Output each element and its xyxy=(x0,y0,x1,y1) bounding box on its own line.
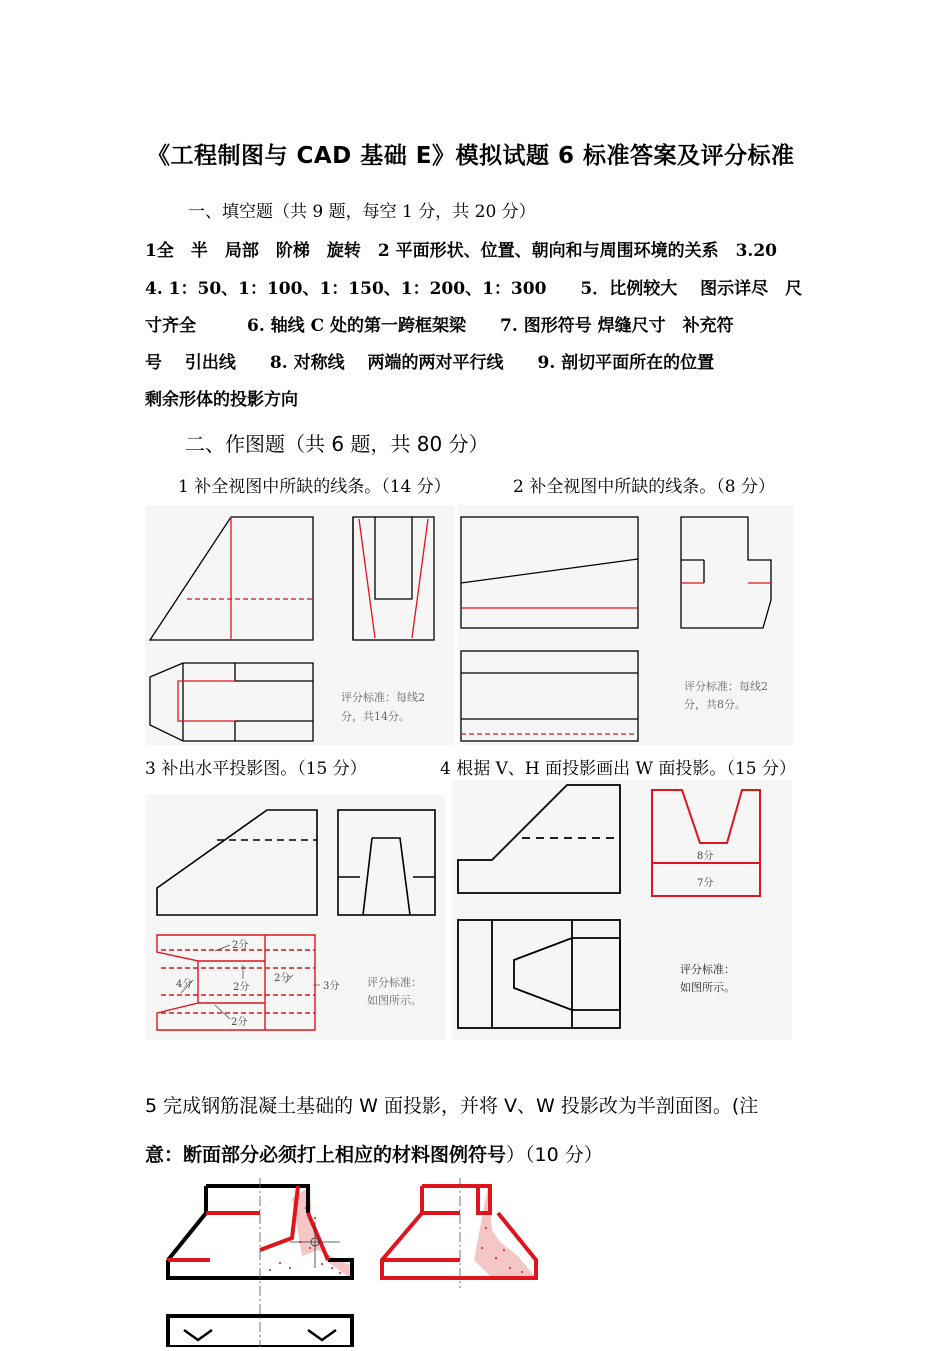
question-5-line2 xyxy=(145,1140,603,1167)
section1-line-3: 寸齐全 6. 轴线 C 处的第一跨框架梁 7. 图形符号 焊缝尺寸 补充符 xyxy=(145,316,734,336)
figure-q2 xyxy=(458,505,793,745)
figure-q1 xyxy=(145,505,455,745)
fig4-label-2: 7分 xyxy=(697,878,714,889)
fig2-note-line1: 评分标准：每线2 xyxy=(684,680,768,693)
question-5-line1: 5 完成钢筋混凝土基础的 W 面投影，并将 V、W 投影改为半剖面图。(注 xyxy=(145,1095,759,1117)
fig3-label-6: 2分 xyxy=(231,1017,248,1028)
fig2-note-line2: 分，共8分。 xyxy=(684,698,746,711)
section1-line-2: 4. 1：50、1：100、1：150、1：200、1：300 5．比例较大 图示详尽 尺 xyxy=(145,279,803,299)
question-3-label: 3 补出水平投影图。（15 分） xyxy=(145,759,367,779)
fig3-label-3: 2分 xyxy=(233,982,250,993)
fig3-label-4: 2分 xyxy=(274,973,291,984)
section1-line-5: 剩余形体的投影方向 xyxy=(145,390,298,410)
question-1-label: 1 补全视图中所缺的线条。（14 分） xyxy=(178,477,451,497)
fig1-note-line2: 分，共14分。 xyxy=(341,710,410,723)
section1-line-1: 1全 半 局部 阶梯 旋转 2 平面形状、位置、朝向和与周围环境的关系 3.20 xyxy=(145,241,777,261)
question-5-points: ）（10 分） xyxy=(506,1144,603,1166)
fig3-note-line1: 评分标准： xyxy=(367,976,422,989)
section1-line-4: 号 引出线 8. 对称线 两端的两对平行线 9. 剖切平面所在的位置 xyxy=(145,353,715,373)
fig3-label-1: 2分 xyxy=(232,940,249,951)
fig3-label-2: 4分 xyxy=(176,979,193,990)
fig1-note-line1: 评分标准：每线2 xyxy=(341,691,425,704)
figure-q3 xyxy=(145,795,445,1040)
page-title: 《工程制图与 CAD 基础 E》模拟试题 6 标准答案及评分标准 xyxy=(147,143,795,169)
section2-heading: 二、作图题（共 6 题，共 80 分） xyxy=(185,432,489,456)
fig4-note-line2: 如图所示。 xyxy=(680,981,735,994)
figure-q4 xyxy=(452,780,792,1040)
fig4-note-line1: 评分标准： xyxy=(680,963,735,976)
question-5-note: 意：断面部分必须打上相应的材料图例符号 xyxy=(145,1144,507,1166)
section1-heading: 一、填空题（共 9 题，每空 1 分，共 20 分） xyxy=(188,202,536,222)
fig4-label-1: 8分 xyxy=(697,851,714,862)
figure-q5 xyxy=(160,1178,560,1347)
question-2-label: 2 补全视图中所缺的线条。（8 分） xyxy=(513,477,775,497)
question-4-label: 4 根据 V、H 面投影画出 W 面投影。（15 分） xyxy=(440,759,796,779)
fig3-label-5: 3分 xyxy=(323,981,340,992)
fig3-note-line2: 如图所示。 xyxy=(367,994,422,1007)
